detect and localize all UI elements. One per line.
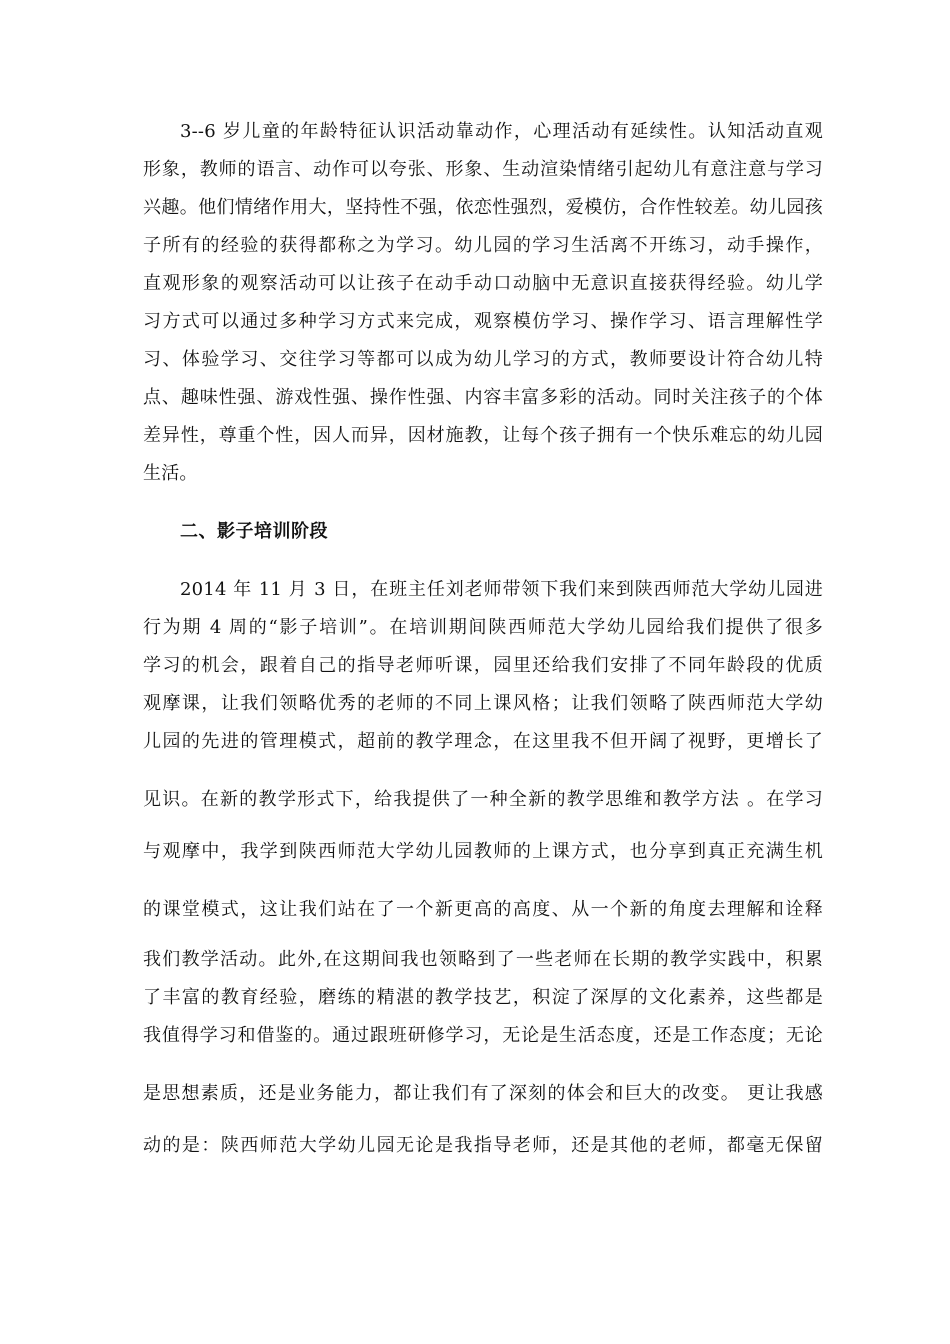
paragraph-line: 行为期 4 周的“影子培训”。在培训期间陕西师范大学幼儿园给我们提供了很多 (143, 617, 823, 638)
paragraph-line: 直观形象的观察活动可以让孩子在动手动口动脑中无意识直接获得经验。幼儿学 (143, 273, 823, 294)
paragraph-line: 点、趣味性强、游戏性强、操作性强、内容丰富多彩的活动。同时关注孩子的个体 (143, 387, 823, 408)
paragraph-line: 与观摩中，我学到陕西师范大学幼儿园教师的上课方式，也分享到真正充满生机 (143, 841, 823, 862)
paragraph-line: 儿园的先进的管理模式，超前的教学理念，在这里我不但开阔了视野，更增长了 (143, 731, 823, 752)
paragraph-line: 兴趣。他们情绪作用大，坚持性不强，依恋性强烈，爱模仿，合作性较差。幼儿园孩 (143, 197, 823, 218)
paragraph-line: 见识。在新的教学形式下，给我提供了一种全新的教学思维和教学方法 。在学习 (143, 789, 823, 810)
paragraph-line: 差异性，尊重个性，因人而异，因材施教，让每个孩子拥有一个快乐难忘的幼儿园 (143, 425, 823, 446)
paragraph-line: 了丰富的教育经验，磨练的精湛的教学技艺，积淀了深厚的文化素养，这些都是 (143, 987, 823, 1008)
paragraph-line: 生活。 (143, 463, 198, 484)
paragraph-line: 我值得学习和借鉴的。通过跟班研修学习，无论是生活态度，还是工作态度；无论 (143, 1025, 823, 1046)
paragraph-line: 学习的机会，跟着自己的指导老师听课，园里还给我们安排了不同年龄段的优质 (143, 655, 823, 676)
paragraph-line: 2014 年 11 月 3 日，在班主任刘老师带领下我们来到陕西师范大学幼儿园进 (180, 579, 823, 600)
paragraph-line: 习方式可以通过多种学习方式来完成，观察模仿学习、操作学习、语言理解性学 (143, 311, 823, 332)
paragraph-line: 3--6 岁儿童的年龄特征认识活动靠动作，心理活动有延续性。认知活动直观 (180, 121, 823, 142)
paragraph-line: 习、体验学习、交往学习等都可以成为幼儿学习的方式，教师要设计符合幼儿特 (143, 349, 823, 370)
paragraph-line: 动的是：陕西师范大学幼儿园无论是我指导老师，还是其他的老师，都毫无保留 (143, 1135, 823, 1156)
paragraph-line: 的课堂模式，这让我们站在了一个新更高的高度、从一个新的角度去理解和诠释 (143, 899, 823, 920)
paragraph-line: 子所有的经验的获得都称之为学习。幼儿园的学习生活离不开练习，动手操作， (143, 235, 823, 256)
paragraph-line: 我们教学活动。此外,在这期间我也领略到了一些老师在长期的教学实践中，积累 (143, 949, 823, 970)
paragraph-line: 形象，教师的语言、动作可以夸张、形象、生动渲染情绪引起幼儿有意注意与学习 (143, 159, 823, 180)
section-heading: 二、影子培训阶段 (180, 521, 328, 542)
paragraph-line: 是思想素质，还是业务能力，都让我们有了深刻的体会和巨大的改变。 更让我感 (143, 1083, 823, 1104)
paragraph-line: 观摩课，让我们领略优秀的老师的不同上课风格；让我们领略了陕西师范大学幼 (143, 693, 823, 714)
